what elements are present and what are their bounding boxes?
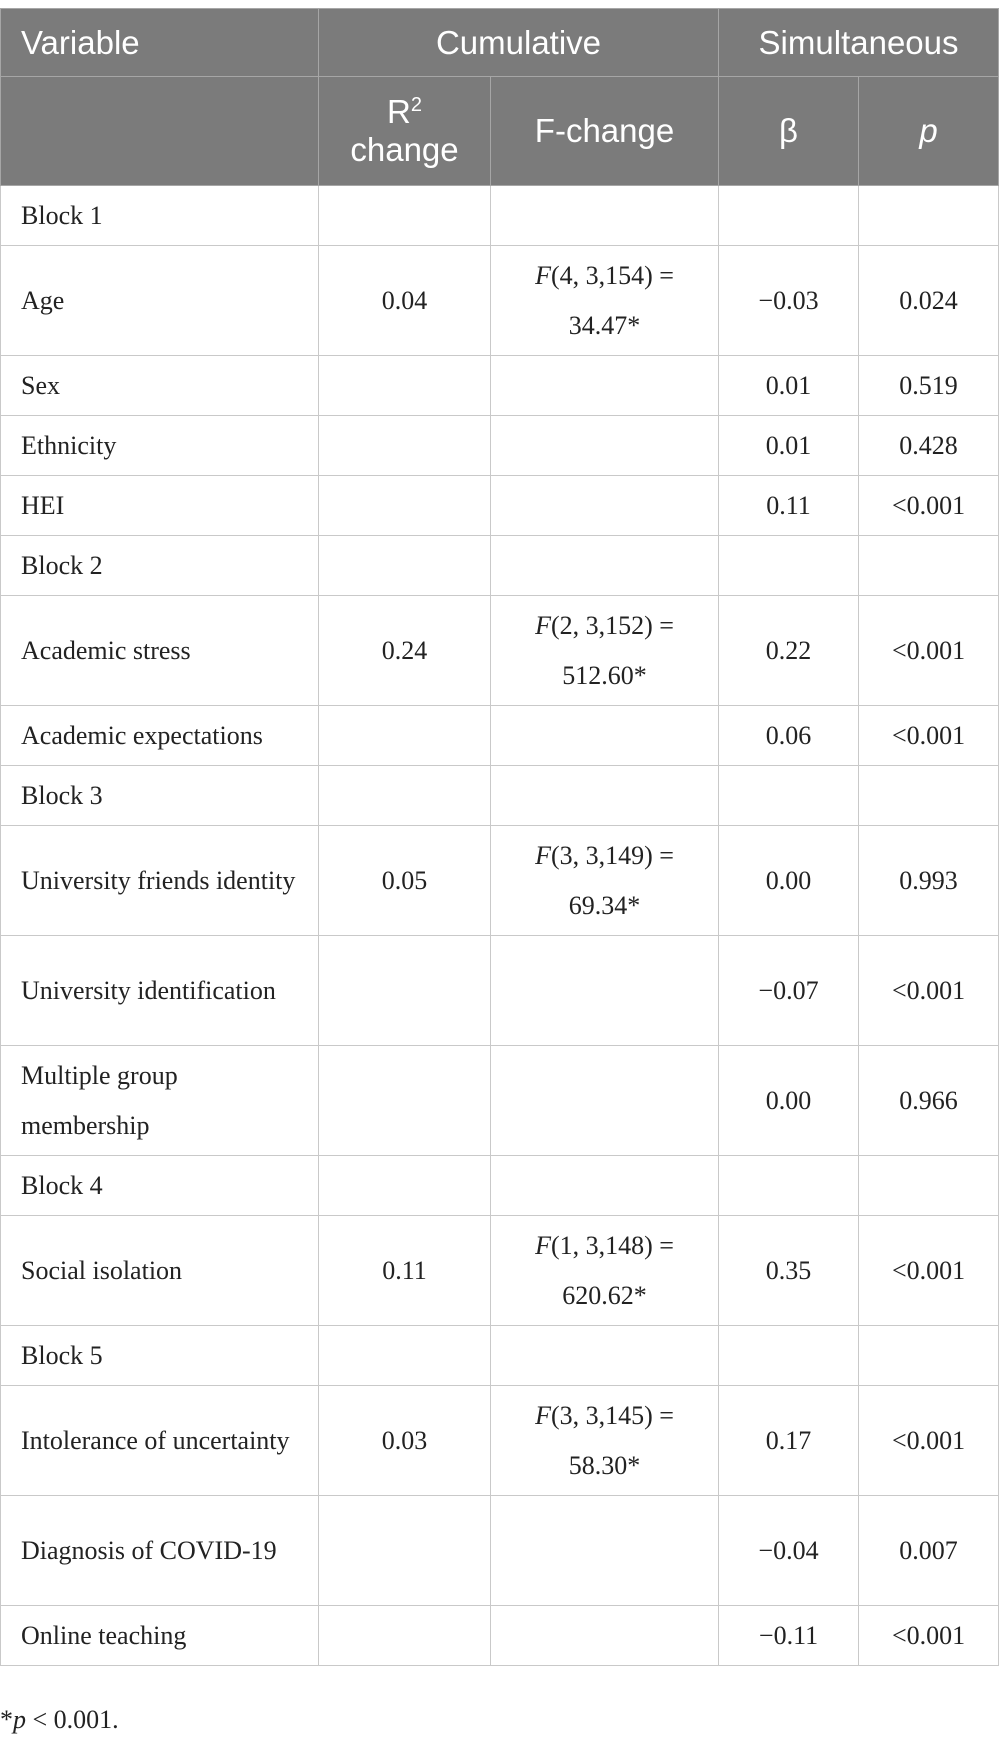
cell-f-change [491, 1606, 719, 1666]
cell-beta [719, 186, 859, 246]
header-f-change: F-change [491, 77, 719, 186]
cell-variable: University friends identity [1, 826, 319, 936]
cell-beta: 0.01 [719, 356, 859, 416]
f-italic: F [535, 260, 551, 290]
cell-p: <0.001 [859, 936, 999, 1046]
cell-f-change [491, 1386, 719, 1496]
cell-beta: 0.22 [719, 596, 859, 706]
cell-f-change [491, 186, 719, 246]
header-r2-change [319, 77, 491, 186]
cell-f-change [491, 1326, 719, 1386]
cell-variable: Multiple group membership [1, 1046, 319, 1156]
table-row [1, 1156, 999, 1216]
cell-r2 [319, 186, 491, 246]
header-row-sub [1, 77, 999, 186]
cell-p: 0.519 [859, 356, 999, 416]
table-row [1, 1606, 999, 1666]
cell-beta: 0.11 [719, 476, 859, 536]
cell-p [859, 766, 999, 826]
table-row [1, 416, 999, 476]
cell-variable: Sex [1, 356, 319, 416]
cell-f-change [491, 536, 719, 596]
cell-r2 [319, 476, 491, 536]
cell-f-change [491, 246, 719, 356]
header-variable: Variable [1, 9, 319, 77]
cell-r2 [319, 536, 491, 596]
table-row [1, 826, 999, 936]
cell-p [859, 536, 999, 596]
cell-variable: Intolerance of uncertainty [1, 1386, 319, 1496]
cell-beta [719, 1326, 859, 1386]
cell-variable: Social isolation [1, 1216, 319, 1326]
header-r2-letter: R [387, 93, 411, 130]
cell-variable: Ethnicity [1, 416, 319, 476]
cell-r2 [319, 356, 491, 416]
cell-p: 0.993 [859, 826, 999, 936]
footnote-star: * [0, 1705, 13, 1734]
cell-variable: Block 3 [1, 766, 319, 826]
f-rest: (1, 3,148) = 620.62* [550, 1230, 674, 1310]
cell-f-change [491, 936, 719, 1046]
cell-f-change [491, 826, 719, 936]
cell-p: <0.001 [859, 1386, 999, 1496]
cell-p: 0.024 [859, 246, 999, 356]
footnote-p: p [13, 1705, 26, 1734]
f-rest: (4, 3,154) = 34.47* [550, 260, 674, 340]
table-row [1, 356, 999, 416]
header-cumulative: Cumulative [319, 9, 719, 77]
cell-variable: Diagnosis of COVID-19 [1, 1496, 319, 1606]
cell-r2 [319, 1156, 491, 1216]
cell-r2 [319, 936, 491, 1046]
header-p-text: p [919, 112, 938, 149]
cell-beta: −0.07 [719, 936, 859, 1046]
cell-p: <0.001 [859, 476, 999, 536]
cell-variable: Block 5 [1, 1326, 319, 1386]
cell-p: 0.428 [859, 416, 999, 476]
cell-f-change [491, 476, 719, 536]
cell-beta: 0.01 [719, 416, 859, 476]
cell-variable: Academic stress [1, 596, 319, 706]
cell-beta: −0.04 [719, 1496, 859, 1606]
cell-r2: 0.24 [319, 596, 491, 706]
cell-r2: 0.11 [319, 1216, 491, 1326]
cell-f-change [491, 706, 719, 766]
cell-beta: 0.00 [719, 1046, 859, 1156]
f-italic: F [535, 840, 551, 870]
cell-beta: 0.35 [719, 1216, 859, 1326]
table-row [1, 1386, 999, 1496]
cell-p: 0.966 [859, 1046, 999, 1156]
table-row [1, 246, 999, 356]
cell-p: <0.001 [859, 1216, 999, 1326]
header-r2-sup: 2 [410, 94, 422, 116]
cell-beta: 0.00 [719, 826, 859, 936]
table-row [1, 766, 999, 826]
cell-variable: University identification [1, 936, 319, 1046]
f-italic: F [535, 1400, 551, 1430]
table-row [1, 596, 999, 706]
table-row [1, 476, 999, 536]
f-rest: (3, 3,149) = 69.34* [550, 840, 674, 920]
cell-variable: HEI [1, 476, 319, 536]
cell-f-change [491, 766, 719, 826]
cell-beta: −0.11 [719, 1606, 859, 1666]
cell-p [859, 186, 999, 246]
f-italic: F [535, 1230, 551, 1260]
cell-r2: 0.04 [319, 246, 491, 356]
cell-variable: Block 1 [1, 186, 319, 246]
cell-r2 [319, 1606, 491, 1666]
cell-p: <0.001 [859, 706, 999, 766]
table-row [1, 1046, 999, 1156]
cell-variable: Online teaching [1, 1606, 319, 1666]
cell-variable: Academic expectations [1, 706, 319, 766]
cell-p [859, 1326, 999, 1386]
cell-variable: Block 4 [1, 1156, 319, 1216]
cell-f-change [491, 416, 719, 476]
cell-f-change [491, 1156, 719, 1216]
cell-r2 [319, 706, 491, 766]
cell-r2 [319, 766, 491, 826]
table-row [1, 1326, 999, 1386]
header-empty-cell [1, 77, 319, 186]
cell-r2 [319, 1326, 491, 1386]
footnote-text: < 0.001. [26, 1705, 119, 1734]
cell-beta [719, 766, 859, 826]
header-simultaneous: Simultaneous [719, 9, 999, 77]
cell-beta: −0.03 [719, 246, 859, 356]
table-row [1, 1216, 999, 1326]
cell-f-change [491, 1046, 719, 1156]
cell-f-change [491, 356, 719, 416]
cell-p: 0.007 [859, 1496, 999, 1606]
table-row [1, 1496, 999, 1606]
cell-variable: Age [1, 246, 319, 356]
cell-p: <0.001 [859, 1606, 999, 1666]
cell-beta [719, 1156, 859, 1216]
cell-r2 [319, 1496, 491, 1606]
table-row [1, 936, 999, 1046]
header-p [859, 77, 999, 186]
table-body [1, 186, 999, 1666]
cell-r2 [319, 416, 491, 476]
cell-r2 [319, 1046, 491, 1156]
table-row [1, 706, 999, 766]
cell-variable: Block 2 [1, 536, 319, 596]
f-rest: (3, 3,145) = 58.30* [550, 1400, 674, 1480]
cell-beta: 0.17 [719, 1386, 859, 1496]
cell-f-change [491, 1216, 719, 1326]
cell-beta: 0.06 [719, 706, 859, 766]
cell-f-change [491, 1496, 719, 1606]
cell-f-change [491, 596, 719, 706]
cell-p [859, 1156, 999, 1216]
table-header [1, 9, 999, 186]
header-r2-word: change [350, 131, 459, 168]
table-row [1, 186, 999, 246]
table-row [1, 536, 999, 596]
cell-beta [719, 536, 859, 596]
header-row-top [1, 9, 999, 77]
f-rest: (2, 3,152) = 512.60* [550, 610, 674, 690]
cell-r2: 0.03 [319, 1386, 491, 1496]
cell-p: <0.001 [859, 596, 999, 706]
header-beta: β [719, 77, 859, 186]
f-italic: F [535, 610, 551, 640]
regression-table [0, 8, 999, 1666]
cell-r2: 0.05 [319, 826, 491, 936]
table-footnote [0, 1705, 119, 1735]
